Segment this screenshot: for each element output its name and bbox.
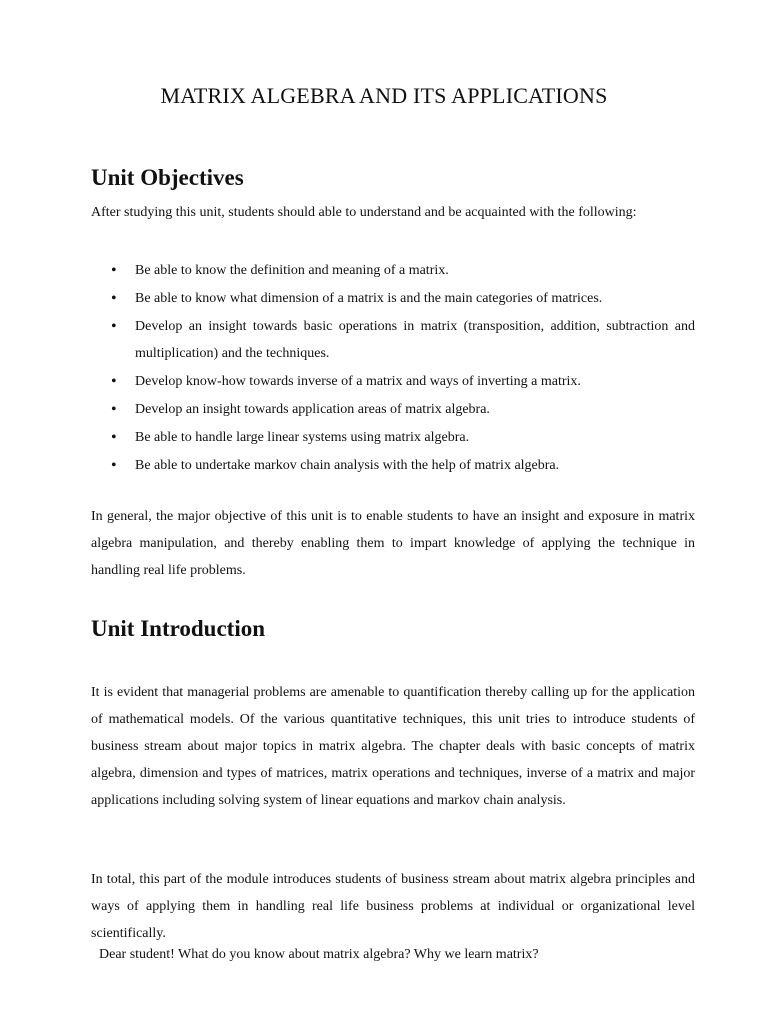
student-question-line: Dear student! What do you know about matrix algebra? Why we learn matrix?: [99, 947, 539, 962]
objective-item: • Develop an insight towards basic operations in matrix (transposition, addition, subtraction and multiplication) and the techniques.: [91, 314, 695, 367]
unit-introduction-heading: Unit Introduction: [91, 616, 266, 641]
objective-item: • Be able to know the definition and meaning of a matrix.: [91, 258, 695, 285]
objective-item: • Develop an insight towards application areas of matrix algebra.: [91, 397, 695, 424]
objective-item: • Be able to undertake markov chain analysis with the help of matrix algebra.: [91, 453, 695, 480]
objective-item: • Develop know-how towards inverse of a matrix and ways of inverting a matrix.: [91, 369, 695, 396]
objectives-summary-paragraph: In general, the major objective of this unit is to enable students to have an insight and exposure in matrix algebra manipulation, and thereby enabling them to impart knowledge of applying the technique in handling real life problems.: [91, 509, 695, 578]
objectives-lead-text: After studying this unit, students should able to understand and be acquainted with the following:: [91, 205, 637, 220]
unit-objectives-heading: Unit Objectives: [91, 165, 244, 190]
document-title: MATRIX ALGEBRA AND ITS APPLICATIONS: [160, 83, 608, 108]
objectives-list: [91, 258, 695, 481]
objective-item: • Be able to handle large linear systems using matrix algebra.: [91, 425, 695, 452]
objective-item: • Be able to know what dimension of a matrix is and the main categories of matrices.: [91, 286, 695, 313]
introduction-paragraph-1: It is evident that managerial problems are amenable to quantification thereby calling up for the application of mathematical models. Of the various quantitative techniques, this unit tries to introduce students of business stream about major topics in matrix algebra. The chapter deals with basic concepts of matrix algebra, dimension and types of matrices, matrix operations and techniques, inverse of a matrix and major applications including solving system of linear equations and markov chain analysis.: [91, 685, 695, 808]
introduction-paragraph-2: In total, this part of the module introduces students of business stream about matrix algebra principles and ways of applying them in handling real life business problems at individual or organizational level scientifically.: [91, 872, 695, 941]
